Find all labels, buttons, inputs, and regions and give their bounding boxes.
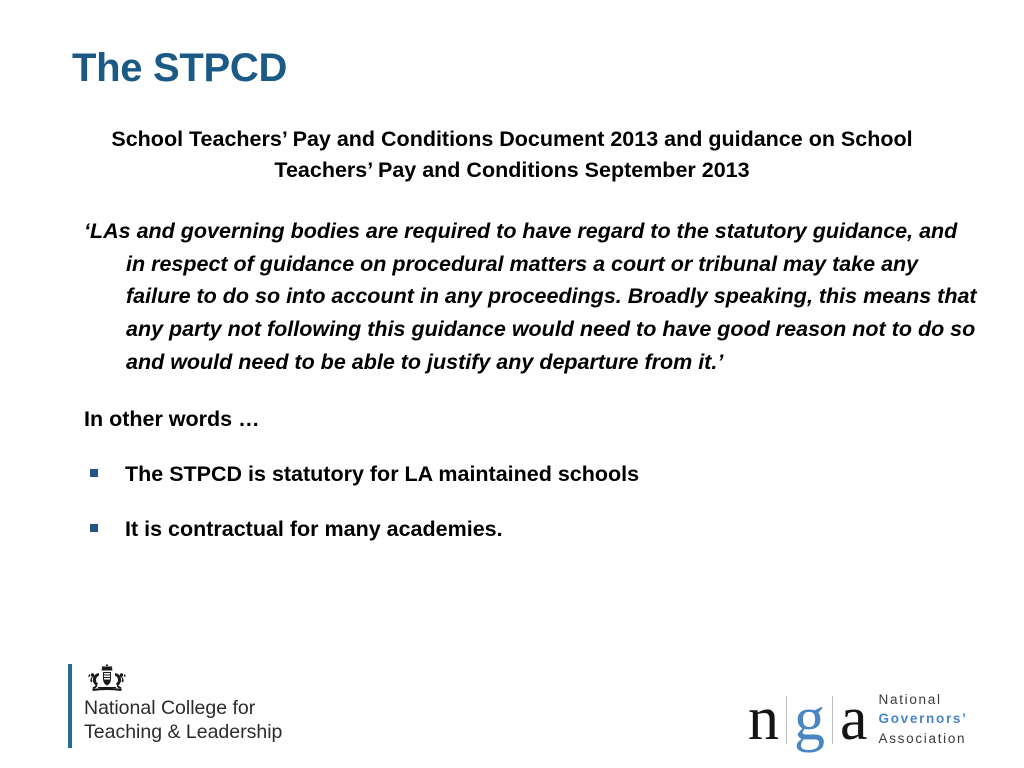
nga-logo [748, 686, 968, 752]
nga-letter-a: a [840, 685, 868, 753]
nga-separator-2 [832, 696, 833, 744]
square-bullet-icon [90, 524, 98, 532]
list-item-label: It is contractual for many academies. [125, 516, 503, 541]
nga-word-association: Association [878, 730, 967, 746]
square-bullet-icon [90, 469, 98, 477]
list-item [84, 460, 940, 489]
key-points-list [84, 460, 940, 543]
nctl-logo [68, 664, 282, 748]
nctl-logo-text [84, 697, 282, 745]
slide-body [84, 124, 977, 569]
document-subtitle: School Teachers’ Pay and Conditions Document 2013 and guidance on School Teachers’ Pay and Conditions September 2013 [111, 127, 913, 182]
nctl-logo-content [72, 664, 282, 748]
statutory-guidance-quote: ‘LAs and governing bodies are required to have regard to the statutory guidance, and in respect of guidance on procedural matters a court or tribunal may take any failure to do so into account in any proceedings. Broadly speaking, this means that any party not following this guidance would need to have good reason not to do so and would need to be able to justify any departure from it.’ [84, 219, 977, 374]
nctl-name-line2: Teaching & Leadership [84, 720, 283, 743]
nga-letter-g: g [794, 685, 825, 753]
nga-logo-text [879, 690, 968, 747]
nga-wordmark [748, 685, 868, 753]
list-item-label: The STPCD is statutory for LA maintained schools [125, 462, 640, 487]
nga-separator-1 [786, 696, 787, 744]
list-item [84, 515, 940, 544]
royal-coat-of-arms-icon [84, 664, 130, 694]
nga-word-national: National [878, 692, 942, 708]
lead-in-text: In other words … [84, 407, 260, 432]
nctl-name-line1: National College for [84, 697, 256, 719]
nga-word-governors: Governors’ [878, 711, 968, 727]
page-title: The STPCD [72, 46, 288, 90]
nga-letter-n: n [748, 685, 779, 753]
